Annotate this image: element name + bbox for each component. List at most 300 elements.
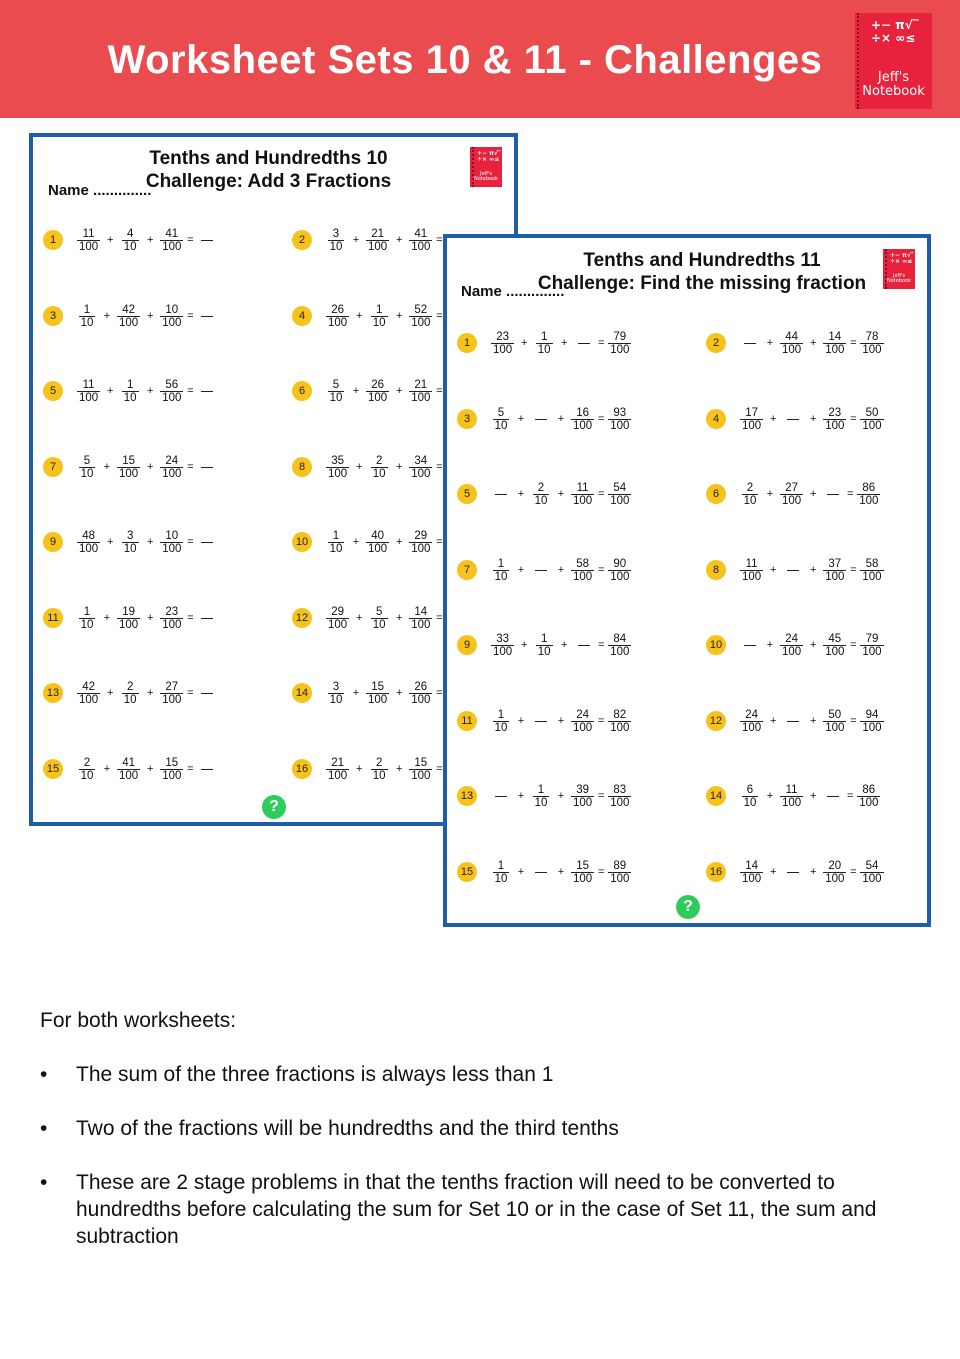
missing-fraction-blank[interactable] (744, 645, 756, 646)
fraction (571, 709, 594, 734)
fraction (823, 331, 846, 356)
bullet-icon: • (40, 1063, 48, 1086)
fraction-denominator: 100 (573, 796, 593, 809)
fraction-numerator: 11 (576, 481, 589, 494)
problem-expression (740, 709, 884, 734)
equals-sign: = (850, 715, 857, 727)
problem-number-badge: 10 (706, 635, 726, 655)
fraction (326, 379, 346, 404)
fraction (857, 784, 880, 809)
problem-number-badge: 6 (292, 381, 312, 401)
fraction-denominator: 10 (372, 618, 386, 631)
logo-brand-line1: Jeff's (480, 171, 492, 177)
fraction-numerator: 1 (540, 330, 548, 343)
fraction (780, 331, 803, 356)
fraction-denominator: 100 (782, 645, 802, 658)
fraction-numerator: 54 (613, 481, 627, 494)
problem-number-badge: 13 (43, 683, 63, 703)
missing-fraction-blank[interactable] (495, 494, 507, 495)
missing-fraction-blank[interactable] (201, 391, 213, 392)
problem-item (706, 477, 880, 511)
fraction (77, 606, 97, 631)
plus-sign: + (560, 639, 568, 651)
fraction (571, 784, 594, 809)
problem-item (706, 553, 884, 587)
fraction (77, 530, 100, 555)
fraction-denominator: 10 (80, 769, 94, 782)
problem-number-badge: 8 (292, 457, 312, 477)
fraction (366, 681, 389, 706)
fraction-denominator: 100 (610, 343, 630, 356)
logo-math-symbols: +− π√‾ ÷× ∞≤ (477, 150, 501, 164)
fraction (326, 304, 349, 329)
worksheet-title-line2: Challenge: Add 3 Fractions (145, 171, 392, 192)
problem-number-badge: 16 (706, 862, 726, 882)
fraction-denominator: 10 (372, 769, 386, 782)
fraction-denominator: 10 (494, 570, 508, 583)
fraction-numerator: 4 (126, 227, 134, 240)
equals-sign: = (850, 639, 857, 651)
missing-fraction-blank[interactable] (744, 343, 756, 344)
plus-sign: + (809, 564, 817, 576)
fraction-numerator: 17 (745, 406, 758, 419)
problem-number-badge: 16 (292, 759, 312, 779)
equals-sign: = (436, 612, 443, 624)
fraction (608, 709, 631, 734)
fraction (860, 407, 883, 432)
fraction-denominator: 100 (862, 570, 882, 583)
plus-sign: + (809, 866, 817, 878)
problem-number-badge: 4 (292, 306, 312, 326)
equals-sign: = (187, 461, 194, 473)
missing-fraction-blank[interactable] (535, 419, 547, 420)
fraction (409, 606, 432, 631)
plus-sign: + (560, 337, 568, 349)
fraction-numerator: 11 (82, 227, 95, 240)
fraction-denominator: 100 (862, 721, 882, 734)
fraction-numerator: 34 (414, 454, 428, 467)
notes-item (40, 1061, 910, 1088)
fraction-numerator: 2 (83, 756, 91, 769)
fraction (160, 757, 183, 782)
missing-fraction-blank[interactable] (201, 467, 213, 468)
fraction-denominator: 100 (411, 693, 431, 706)
fraction-denominator: 100 (411, 618, 431, 631)
equals-sign: = (597, 715, 605, 727)
missing-fraction-blank[interactable] (201, 769, 213, 770)
fraction-numerator: 23 (496, 330, 509, 343)
fraction (77, 228, 100, 253)
fraction (491, 558, 511, 583)
plus-sign: + (517, 413, 525, 425)
fraction-denominator: 10 (534, 494, 548, 507)
plus-sign: + (769, 413, 777, 425)
fraction (571, 558, 594, 583)
fraction-denominator: 10 (494, 419, 508, 432)
missing-fraction-blank[interactable] (787, 570, 799, 571)
fraction-denominator: 100 (328, 769, 348, 782)
plus-sign: + (146, 310, 154, 322)
plus-sign: + (809, 639, 817, 651)
fraction-denominator: 100 (411, 240, 431, 253)
fraction-numerator: 39 (576, 783, 589, 796)
fraction (571, 407, 594, 432)
fraction (409, 455, 432, 480)
fraction (608, 784, 631, 809)
plus-sign: + (809, 790, 817, 802)
fraction (160, 304, 183, 329)
fraction (531, 482, 551, 507)
name-field-label: Name .............. (48, 182, 152, 199)
fraction (780, 633, 803, 658)
missing-fraction-blank[interactable] (827, 796, 839, 797)
fraction (409, 530, 432, 555)
missing-fraction-blank[interactable] (578, 645, 590, 646)
problem-item (457, 779, 631, 813)
plus-sign: + (352, 234, 360, 246)
fraction-numerator: 35 (331, 454, 344, 467)
missing-fraction-blank[interactable] (201, 542, 213, 543)
fraction-denominator: 100 (162, 467, 182, 480)
problem-item (706, 779, 880, 813)
fraction-denominator: 100 (610, 721, 630, 734)
logo-brand-line2: Notebook (473, 176, 499, 183)
fraction (120, 228, 140, 253)
fraction-denominator: 100 (162, 769, 182, 782)
problem-number-badge: 2 (292, 230, 312, 250)
fraction-numerator: 14 (745, 859, 758, 872)
fraction-numerator: 14 (828, 330, 842, 343)
plus-sign: + (520, 337, 528, 349)
fraction-numerator: 26 (414, 680, 428, 693)
problem-expression (491, 784, 631, 809)
problem-item (292, 299, 466, 333)
fraction (160, 530, 183, 555)
notes-list (40, 1061, 910, 1250)
problem-item (457, 553, 631, 587)
plus-sign: + (395, 461, 403, 473)
fraction-denominator: 100 (368, 542, 388, 555)
help-icon[interactable]: ? (676, 895, 700, 919)
fraction-denominator: 100 (825, 343, 845, 356)
fraction (491, 407, 511, 432)
logo-math-symbols: +− π√‾ ÷× ∞≤ (871, 18, 919, 45)
fraction (491, 331, 514, 356)
plus-sign: + (395, 385, 403, 397)
fraction-numerator: 41 (165, 227, 179, 240)
plus-sign: + (352, 536, 360, 548)
plus-sign: + (769, 866, 777, 878)
plus-sign: + (517, 790, 525, 802)
bullet-icon: • (40, 1171, 48, 1194)
fraction-numerator: 42 (82, 680, 95, 693)
fraction-numerator: 1 (497, 708, 505, 721)
fraction (740, 482, 760, 507)
plus-sign: + (352, 385, 360, 397)
fraction-denominator: 100 (782, 494, 802, 507)
fraction-numerator: 5 (332, 378, 340, 391)
fraction-denominator: 100 (862, 645, 882, 658)
fraction (608, 407, 631, 432)
missing-fraction-blank[interactable] (201, 618, 213, 619)
fraction-numerator: 84 (613, 632, 627, 645)
equals-sign: = (597, 866, 605, 878)
fraction-numerator: 1 (83, 605, 91, 618)
problem-number-badge: 3 (457, 409, 477, 429)
notes-item-text: These are 2 stage problems in that the tenths fraction will need to be converted to hundredths before calculating the sum for Set 10 or in the case of Set 11, the sum and subtraction (76, 1171, 877, 1248)
problem-item (292, 525, 466, 559)
fraction-numerator: 24 (165, 454, 179, 467)
problem-number-badge: 12 (292, 608, 312, 628)
missing-fraction-blank[interactable] (535, 872, 547, 873)
fraction-denominator: 10 (372, 467, 386, 480)
fraction-numerator: 1 (497, 859, 505, 872)
fraction (608, 860, 631, 885)
fraction (117, 606, 140, 631)
fraction (860, 709, 883, 734)
missing-fraction-blank[interactable] (535, 570, 547, 571)
equals-sign: = (436, 310, 443, 322)
fraction-denominator: 10 (494, 872, 508, 885)
fraction-denominator: 100 (411, 467, 431, 480)
fraction-numerator: 40 (371, 529, 384, 542)
fraction-numerator: 29 (331, 605, 344, 618)
plus-sign: + (146, 612, 154, 624)
fraction (857, 482, 880, 507)
equals-sign: = (436, 461, 443, 473)
fraction-numerator: 33 (496, 632, 509, 645)
plus-sign: + (517, 564, 525, 576)
fraction-denominator: 10 (329, 391, 343, 404)
problem-expression (77, 304, 217, 329)
fraction-numerator: 5 (83, 454, 91, 467)
missing-fraction-blank[interactable] (535, 721, 547, 722)
fraction-denominator: 100 (825, 645, 845, 658)
fraction-numerator: 5 (497, 406, 505, 419)
missing-fraction-blank[interactable] (201, 316, 213, 317)
problem-number-badge: 11 (457, 711, 477, 731)
fraction (366, 228, 389, 253)
problem-expression (491, 633, 631, 658)
problem-number-badge: 15 (457, 862, 477, 882)
fraction-denominator: 100 (411, 769, 431, 782)
problem-item (43, 450, 217, 484)
plus-sign: + (769, 564, 777, 576)
fraction-denominator: 100 (328, 467, 348, 480)
problem-number-badge: 14 (706, 786, 726, 806)
problem-expression (77, 379, 217, 404)
problem-number-badge: 9 (457, 635, 477, 655)
missing-fraction-blank[interactable] (201, 693, 213, 694)
worksheet-title-line1: Tenths and Hundredths 10 (149, 148, 388, 169)
problem-number-badge: 4 (706, 409, 726, 429)
problem-item (457, 402, 631, 436)
plus-sign: + (395, 763, 403, 775)
problem-item (43, 752, 217, 786)
missing-fraction-blank[interactable] (578, 343, 590, 344)
fraction (409, 681, 432, 706)
fraction-denominator: 100 (79, 240, 99, 253)
problem-number-badge: 12 (706, 711, 726, 731)
fraction-numerator: 27 (165, 680, 179, 693)
fraction-denominator: 10 (537, 343, 551, 356)
fraction-numerator: 42 (122, 303, 135, 316)
fraction (77, 681, 100, 706)
fraction-denominator: 100 (411, 316, 431, 329)
plus-sign: + (557, 866, 565, 878)
problem-expression (740, 633, 884, 658)
fraction-numerator: 82 (613, 708, 627, 721)
problem-expression (491, 860, 631, 885)
fraction (860, 558, 883, 583)
plus-sign: + (766, 337, 774, 349)
plus-sign: + (106, 234, 114, 246)
fraction-denominator: 100 (493, 343, 513, 356)
plus-sign: + (146, 687, 154, 699)
problem-number-badge: 10 (292, 532, 312, 552)
plus-sign: + (557, 488, 565, 500)
problem-number-badge: 7 (457, 560, 477, 580)
fraction-numerator: 11 (82, 378, 95, 391)
problem-expression (740, 558, 884, 583)
plus-sign: + (146, 234, 154, 246)
fraction (860, 860, 883, 885)
fraction (77, 304, 97, 329)
problem-item (706, 326, 884, 360)
fraction-numerator: 23 (165, 605, 179, 618)
fraction-denominator: 100 (368, 391, 388, 404)
problem-item (706, 704, 884, 738)
fraction-denominator: 100 (119, 467, 139, 480)
notes-item-text: Two of the fractions will be hundredths and the third tenths (76, 1117, 619, 1140)
jeffs-notebook-logo-small (883, 249, 915, 289)
worksheet-title-line2: Challenge: Find the missing fraction (537, 273, 867, 294)
fraction (409, 757, 432, 782)
fraction (823, 558, 846, 583)
fraction (780, 482, 803, 507)
fraction (369, 606, 389, 631)
plus-sign: + (395, 536, 403, 548)
equals-sign: = (850, 564, 857, 576)
fraction (77, 757, 97, 782)
fraction-numerator: 24 (745, 708, 758, 721)
logo-brand (855, 71, 932, 98)
problem-expression (491, 709, 631, 734)
logo-brand-line2: Notebook (886, 278, 912, 285)
fraction-denominator: 100 (162, 618, 182, 631)
fraction-numerator: 58 (865, 557, 879, 570)
fraction-denominator: 100 (825, 570, 845, 583)
problem-number-badge: 7 (43, 457, 63, 477)
fraction-numerator: 2 (126, 680, 134, 693)
fraction-numerator: 50 (865, 406, 879, 419)
fraction-denominator: 100 (368, 693, 388, 706)
missing-fraction-blank[interactable] (787, 872, 799, 873)
plus-sign: + (809, 413, 817, 425)
fraction-numerator: 10 (165, 303, 179, 316)
fraction-numerator: 24 (576, 708, 589, 721)
fraction-denominator: 100 (411, 391, 431, 404)
fraction-numerator: 50 (828, 708, 842, 721)
missing-fraction-blank[interactable] (787, 721, 799, 722)
fraction (740, 558, 763, 583)
fraction-numerator: 11 (785, 783, 798, 796)
worksheet-11-preview (443, 234, 931, 927)
fraction-numerator: 89 (613, 859, 627, 872)
bullet-icon: • (40, 1117, 48, 1140)
fraction-denominator: 100 (859, 796, 879, 809)
fraction-denominator: 10 (537, 645, 551, 658)
logo-math-symbols: +− π√‾ ÷× ∞≤ (890, 252, 914, 266)
problem-expression (491, 331, 631, 356)
problem-item (706, 628, 884, 662)
logo-brand (470, 172, 502, 183)
fraction (780, 784, 803, 809)
fraction-denominator: 100 (493, 645, 513, 658)
fraction (740, 860, 763, 885)
fraction-numerator: 21 (414, 378, 428, 391)
fraction-numerator: 44 (785, 330, 798, 343)
fraction (409, 304, 432, 329)
fraction-denominator: 100 (79, 693, 99, 706)
problem-expression (77, 228, 217, 253)
help-icon[interactable]: ? (262, 795, 286, 819)
equals-sign: = (846, 488, 854, 500)
fraction-numerator: 10 (165, 529, 179, 542)
missing-fraction-blank[interactable] (201, 240, 213, 241)
fraction (160, 606, 183, 631)
fraction (120, 530, 140, 555)
fraction-denominator: 10 (80, 618, 94, 631)
fraction (117, 455, 140, 480)
fraction-denominator: 100 (825, 419, 845, 432)
fraction-numerator: 54 (865, 859, 879, 872)
fraction-numerator: 52 (414, 303, 428, 316)
fraction (608, 558, 631, 583)
plus-sign: + (106, 536, 114, 548)
fraction-denominator: 100 (573, 570, 593, 583)
equals-sign: = (597, 790, 605, 802)
fraction-denominator: 10 (743, 494, 757, 507)
fraction-numerator: 29 (414, 529, 428, 542)
logo-brand-line2: Notebook (862, 83, 925, 99)
missing-fraction-blank[interactable] (827, 494, 839, 495)
fraction (534, 633, 554, 658)
problem-item (43, 525, 217, 559)
fraction-denominator: 10 (123, 240, 137, 253)
missing-fraction-blank[interactable] (495, 796, 507, 797)
fraction-denominator: 10 (329, 240, 343, 253)
fraction-numerator: 45 (828, 632, 842, 645)
missing-fraction-blank[interactable] (787, 419, 799, 420)
problem-item (43, 676, 217, 710)
fraction-denominator: 100 (162, 391, 182, 404)
fraction-numerator: 26 (371, 378, 384, 391)
equals-sign: = (850, 413, 857, 425)
problem-item (457, 855, 631, 889)
plus-sign: + (103, 612, 111, 624)
fraction-denominator: 100 (862, 343, 882, 356)
plus-sign: + (355, 310, 363, 322)
fraction-numerator: 58 (576, 557, 589, 570)
equals-sign: = (597, 564, 605, 576)
fraction (369, 304, 389, 329)
fraction (366, 379, 389, 404)
equals-sign: = (187, 763, 194, 775)
equals-sign: = (597, 337, 605, 349)
problem-item (457, 628, 631, 662)
fraction-denominator: 100 (573, 721, 593, 734)
